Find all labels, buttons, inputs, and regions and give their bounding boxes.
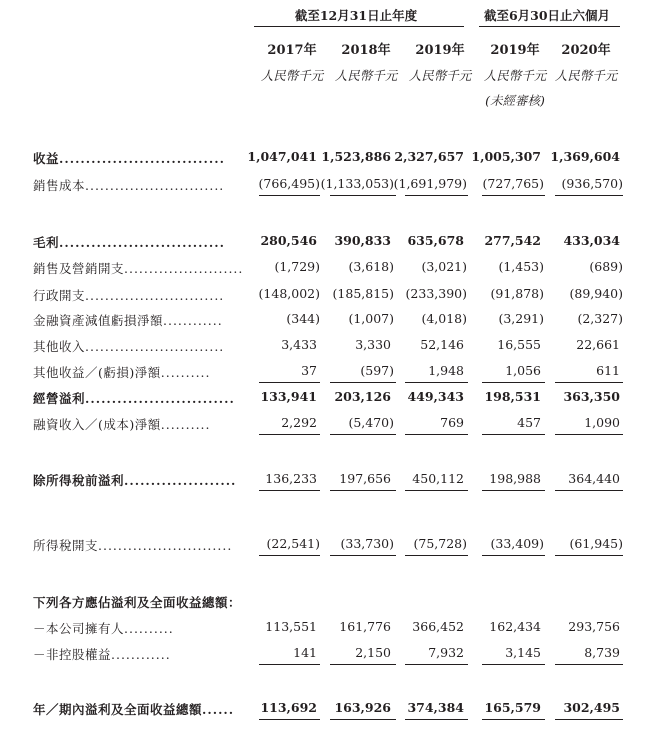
cell: 37	[301, 363, 317, 378]
rule	[555, 555, 623, 556]
cell: 198,531	[484, 389, 541, 404]
row-label-owners: －本公司擁有人..........	[33, 621, 174, 636]
cell: 2,292	[281, 415, 317, 430]
rule	[482, 382, 545, 383]
rule	[330, 555, 396, 556]
unit-2017: 人民幣千元	[260, 68, 324, 83]
row-label-gross-profit: 毛利...............................	[33, 235, 225, 250]
cell: 22,661	[576, 337, 620, 352]
rule	[482, 490, 545, 491]
row-label-admin-expenses: 行政開支............................	[33, 288, 225, 303]
cell: 1,005,307	[471, 149, 541, 164]
cell: (5,470)	[348, 415, 394, 430]
cell: (185,815)	[332, 286, 394, 301]
year-2020-h1: 2020年	[561, 43, 611, 58]
cell: 363,350	[563, 389, 620, 404]
row-label-revenue: 收益...............................	[33, 151, 225, 166]
cell: 374,384	[407, 700, 464, 715]
cell: 163,926	[334, 700, 391, 715]
row-label-selling-expenses: 銷售及營銷開支........................	[33, 261, 244, 276]
cell: (1,133,053)	[320, 176, 394, 191]
header-group-year-ended: 截至12月31日止年度	[294, 8, 418, 23]
header-group-six-months: 截至6月30日止六個月	[483, 8, 611, 23]
cell: 198,988	[489, 471, 541, 486]
cell: 197,656	[339, 471, 391, 486]
unit-2018: 人民幣千元	[334, 68, 398, 83]
rule	[405, 195, 468, 196]
cell: (3,291)	[498, 311, 544, 326]
cell: 293,756	[568, 619, 620, 634]
cell: 8,739	[584, 645, 620, 660]
cell: (3,021)	[421, 259, 467, 274]
rule	[330, 490, 396, 491]
row-label-impairment: 金融資產減值虧損淨額............	[33, 313, 223, 328]
cell: (33,730)	[340, 536, 394, 551]
cell: 1,056	[505, 363, 541, 378]
cell: 3,145	[505, 645, 541, 660]
cell: 1,948	[428, 363, 464, 378]
row-label-non-controlling: －非控股權益............	[33, 647, 171, 662]
rule	[482, 195, 545, 196]
cell: (1,691,979)	[393, 176, 467, 191]
rule	[259, 555, 320, 556]
rule	[259, 195, 320, 196]
header-rule-1	[254, 26, 464, 27]
rule	[330, 664, 396, 665]
cell: (91,878)	[490, 286, 544, 301]
cell: (727,765)	[482, 176, 544, 191]
rule	[555, 490, 623, 491]
unaudited-note: (未經審核)	[485, 93, 545, 108]
cell: 611	[596, 363, 620, 378]
rule	[330, 719, 396, 720]
rule	[482, 719, 545, 720]
cell: 364,440	[568, 471, 620, 486]
cell: 161,776	[339, 619, 391, 634]
cell: (936,570)	[561, 176, 623, 191]
year-2017: 2017年	[267, 43, 317, 58]
cell: 162,434	[489, 619, 541, 634]
row-label-attributable-heading: 下列各方應佔溢利及全面收益總額：	[33, 595, 242, 610]
cell: 133,941	[260, 389, 317, 404]
row-label-income-tax: 所得稅開支...........................	[33, 538, 233, 553]
cell: (4,018)	[421, 311, 467, 326]
cell: 433,034	[563, 233, 620, 248]
cell: 3,330	[355, 337, 391, 352]
rule	[330, 195, 396, 196]
cell: (2,327)	[577, 311, 623, 326]
cell: 113,551	[265, 619, 317, 634]
cell: 1,047,041	[247, 149, 317, 164]
rule	[482, 555, 545, 556]
cell: 2,150	[355, 645, 391, 660]
rule	[405, 719, 468, 720]
cell: (1,007)	[348, 311, 394, 326]
cell: 769	[440, 415, 464, 430]
cell: 366,452	[412, 619, 464, 634]
rule	[555, 382, 623, 383]
unit-2019: 人民幣千元	[408, 68, 472, 83]
cell: (597)	[360, 363, 394, 378]
rule	[405, 382, 468, 383]
cell: 1,090	[584, 415, 620, 430]
cell: 302,495	[563, 700, 620, 715]
rule	[405, 490, 468, 491]
rule	[259, 382, 320, 383]
cell: 3,433	[281, 337, 317, 352]
row-label-total-comprehensive: 年／期內溢利及全面收益總額......	[33, 702, 235, 717]
cell: 7,932	[428, 645, 464, 660]
row-label-profit-before-tax: 除所得稅前溢利.....................	[33, 473, 237, 488]
rule	[259, 664, 320, 665]
cell: 2,327,657	[394, 149, 464, 164]
row-label-operating-profit: 經營溢利............................	[33, 391, 235, 406]
rule	[555, 664, 623, 665]
row-label-finance-net: 融資收入／(成本)淨額..........	[33, 417, 211, 432]
cell: (148,002)	[258, 286, 320, 301]
rule	[405, 664, 468, 665]
rule	[405, 555, 468, 556]
unit-2019-h1: 人民幣千元	[483, 68, 547, 83]
row-label-other-gains: 其他收益／(虧損)淨額..........	[33, 365, 211, 380]
cell: (61,945)	[569, 536, 623, 551]
cell: 1,369,604	[550, 149, 620, 164]
rule	[259, 434, 320, 435]
cell: 1,523,886	[321, 149, 391, 164]
cell: (233,390)	[405, 286, 467, 301]
cell: (3,618)	[348, 259, 394, 274]
year-2019: 2019年	[415, 43, 465, 58]
cell: (344)	[286, 311, 320, 326]
row-label-other-income: 其他收入............................	[33, 339, 225, 354]
cell: 449,343	[407, 389, 464, 404]
cell: 113,692	[260, 700, 317, 715]
cell: (1,729)	[274, 259, 320, 274]
cell: (75,728)	[413, 536, 467, 551]
rule	[259, 490, 320, 491]
cell: 136,233	[265, 471, 317, 486]
rule	[259, 719, 320, 720]
cell: (89,940)	[569, 286, 623, 301]
rule	[482, 434, 545, 435]
rule	[330, 434, 396, 435]
cell: 635,678	[407, 233, 464, 248]
rule	[555, 434, 623, 435]
cell: 390,833	[334, 233, 391, 248]
rule	[405, 434, 468, 435]
cell: (689)	[589, 259, 623, 274]
rule	[555, 719, 623, 720]
year-2019-h1: 2019年	[490, 43, 540, 58]
cell: 203,126	[334, 389, 391, 404]
year-2018: 2018年	[341, 43, 391, 58]
cell: 450,112	[412, 471, 464, 486]
rule	[482, 664, 545, 665]
cell: 16,555	[497, 337, 541, 352]
cell: 52,146	[420, 337, 464, 352]
cell: 165,579	[484, 700, 541, 715]
cell: (1,453)	[498, 259, 544, 274]
cell: 277,542	[484, 233, 541, 248]
unit-2020-h1: 人民幣千元	[554, 68, 618, 83]
cell: 280,546	[260, 233, 317, 248]
cell: 141	[293, 645, 317, 660]
rule	[330, 382, 396, 383]
cell: (766,495)	[258, 176, 320, 191]
cell: 457	[517, 415, 541, 430]
rule	[555, 195, 623, 196]
row-label-cost-of-sales: 銷售成本............................	[33, 178, 225, 193]
cell: (33,409)	[490, 536, 544, 551]
cell: (22,541)	[266, 536, 320, 551]
header-rule-2	[479, 26, 620, 27]
